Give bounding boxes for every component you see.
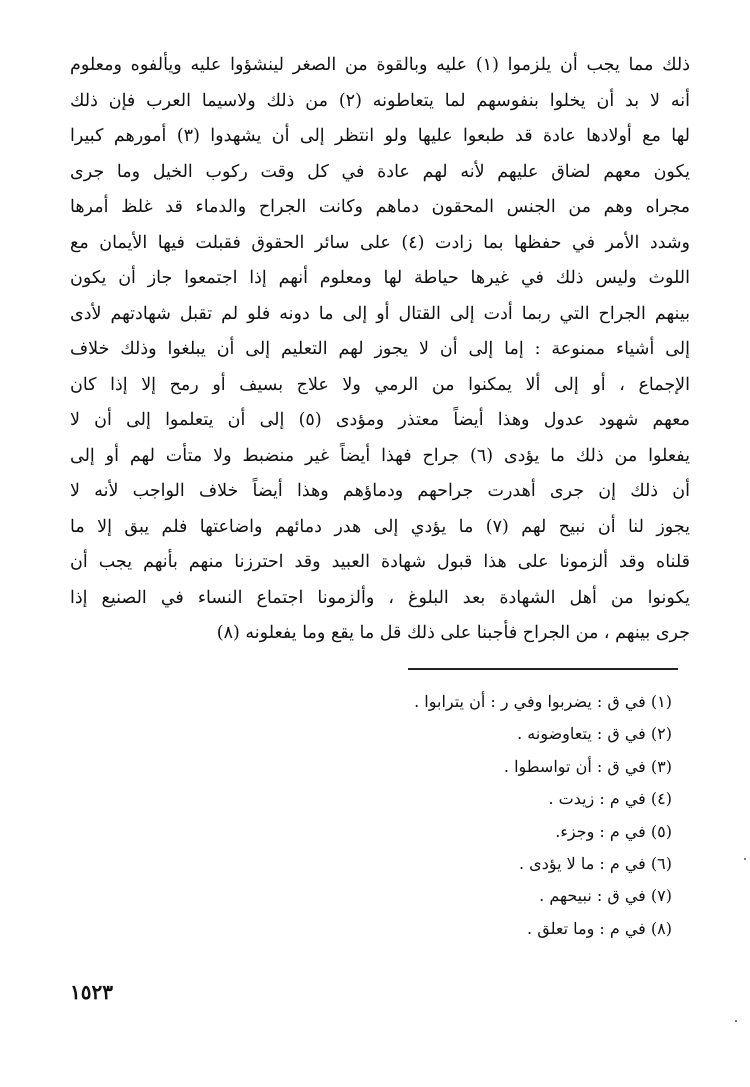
scan-speck	[735, 1020, 737, 1022]
text-line: يكونوا من أهل الشهادة بعد البلوغ ، وألزمونا اجتماع النساء في الصنيع إذا	[70, 587, 690, 608]
text-line: وشدد الأمر في حفظها بما زادت (٤) على سائر الحقوق فقبلت فيها الأيمان مع	[70, 232, 690, 253]
text-line: إلى أشياء ممنوعة : إما إلى أن لا يجوز لهم التعليم إلى أن يبلغوا وذلك خلاف	[70, 339, 690, 359]
footnote: (٥) في م : وجزء.	[555, 821, 672, 841]
text-line: يجوز لنا أن نبيح لهم (٧) ما يؤدي إلى هدر دمائهم واضاعتها فلم يبق إلا ما	[70, 516, 690, 537]
text-line: يكون معهم لضاق عليهم لأنه لهم عادة في كل وقت ركوب الخيل وما جرى	[70, 161, 690, 182]
main-text-block	[70, 48, 690, 652]
text-line: معهم شهود عدول وهذا أيضاً معتذر ومؤدى (٥) إلى أن يتعلموا إلى أن لا	[70, 410, 690, 430]
footnote: (٦) في م : ما لا يؤدى .	[519, 853, 672, 873]
page-number: ١٥٢٣	[70, 980, 113, 1004]
text-line: مجراه وهم من الجنس المحقون دماهم وكانت الجراح والدماء قد غلظ أمرها	[70, 197, 690, 217]
text-line: قلناه وقد ألزمونا على هذا قبول شهادة العبيد وقد احترزنا منهم بأنهم يجب أن	[70, 552, 690, 572]
footnote-separator	[408, 668, 678, 670]
text-line: جرى بينهم ، من الجراح فأجبنا على ذلك قل ما يقع وما يفعلونه (٨)	[216, 623, 690, 643]
text-line: أنه لا بد أن يخلوا بنفوسهم لما يتعاطونه (٢) من ذلك ولاسيما العرب فإن ذلك	[70, 90, 690, 111]
footnotes	[300, 686, 672, 945]
footnote: (٣) في ق : أن تواسطوا .	[503, 756, 672, 776]
footnote: (١) في ق : يضربوا وفي ر : أن يترابوا .	[414, 692, 672, 711]
scan-speck	[744, 858, 746, 860]
text-line: أن ذلك إن جرى أهدرت جراحهم ودماؤهم وهذا أيضاً خلاف الواجب لأنه لا	[70, 481, 690, 501]
text-line: يفعلوا من ذلك ما يؤدى (٦) جراح فهذا أيضاً غير منضبط ولا متأت لهم أو إلى	[70, 445, 690, 466]
footnote: (٧) في ق : نبيحهم .	[539, 886, 672, 906]
footnote: (٤) في م : زيدت .	[548, 789, 672, 809]
text-line: ذلك مما يجب أن يلزموا (١) عليه وبالقوة من الصغر لينشؤوا عليه ويألفوه ومعلوم	[70, 55, 690, 75]
text-line: بينهم الجراح التي ربما أدت إلى القتال أو إلى ما دونه فلو لم تقبل شهادتهم لأدى	[70, 303, 690, 324]
footnote: (٨) في م : وما تعلق .	[527, 918, 672, 938]
text-line: اللوث وليس ذلك في غيرها حياطة لها ومعلوم أنهم إذا اجتمعوا جاز أن يكون	[70, 268, 690, 288]
text-line: لها مع أولادها عادة قد طبعوا عليها ولو انتظر إلى أن يشهدوا (٣) أمورهم كبيرا	[70, 126, 690, 146]
text-line: الإجماع ، أو إلى ألا يمكنوا من الرمي ولا علاج بسيف أو رمح إلا إذا كان	[70, 374, 690, 395]
footnote: (٢) في ق : يتعاوضونه .	[517, 724, 672, 744]
